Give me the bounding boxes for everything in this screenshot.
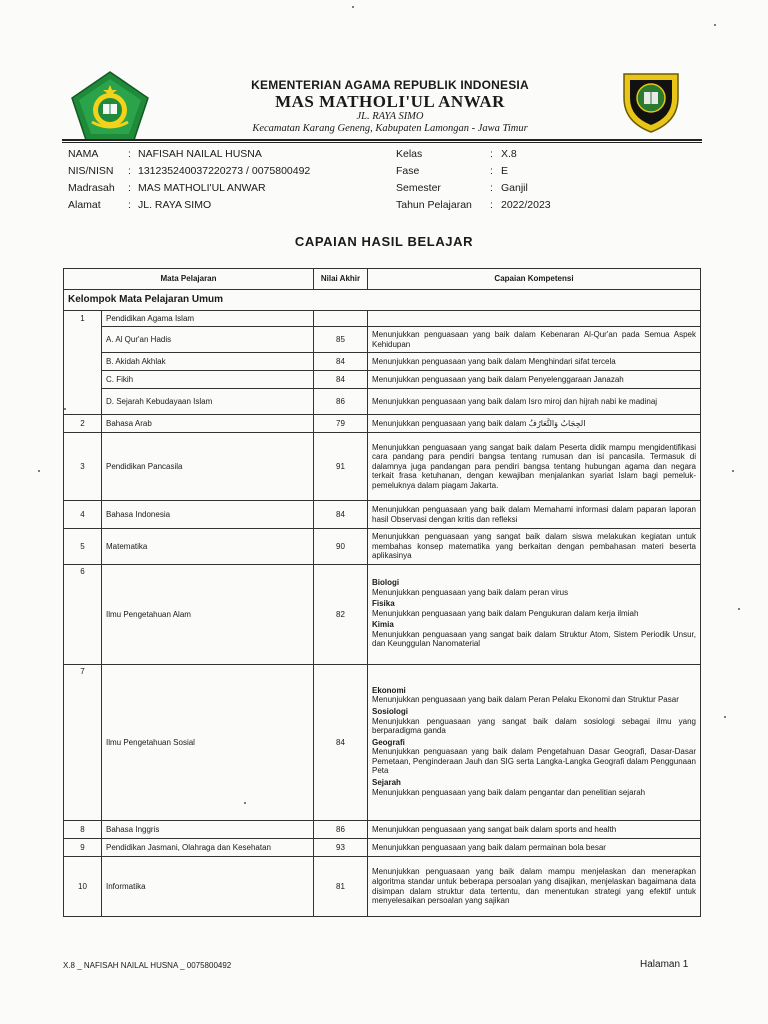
subject-competency: Menunjukkan penguasaan yang baik dalam Penyelenggaraan Janazah: [368, 371, 701, 389]
madrasah-name: MAS MATHOLI'UL ANWAR: [138, 182, 266, 194]
subject-competency: Menunjukkan penguasaan yang baik dalam permainan bola besar: [368, 839, 701, 857]
header-competency: Capaian Kompetensi: [368, 269, 701, 290]
table-row: 1 Pendidikan Agama Islam: [64, 311, 701, 327]
phase-value: E: [501, 165, 509, 177]
header-divider: [62, 139, 702, 141]
table-row: [64, 371, 701, 389]
group-label: Kelompok Mata Pelajaran Umum: [64, 290, 701, 311]
table-row: 10 Informatika 81 Menunjukkan penguasaan yang baik dalam mampu menjelaskan dan menerapkan algoritma standar untuk beberapa persoalan yang disajikan, menjelaskan bagaimana data disimpan dalam struktur data tertentu, dan menentukan strategi yang efektif untuk menyelesaikan persoalan yang sajikan: [64, 857, 701, 917]
kemenag-emblem-icon: [70, 70, 150, 142]
subject-score: 84: [314, 665, 368, 821]
subject-score: 84: [314, 501, 368, 529]
competency-heading: Ekonomi: [372, 685, 406, 695]
subject-score: 86: [314, 821, 368, 839]
table-row: [64, 327, 701, 353]
school-shield-icon: [620, 68, 682, 134]
grades-table: [63, 268, 701, 917]
student-nisn: 131235240037220273 / 0075800492: [138, 165, 311, 177]
subject-competency: Menunjukkan penguasaan yang baik dalam Memahami informasi dalam paparan laporan hasil Observasi dengan kritis dan refleksi: [368, 501, 701, 529]
subject-competency: Menunjukkan penguasaan yang sangat baik dalam siswa melakukan kegiatan untuk membahas konsep matematika yang berkaitan dengan pembahasan materi beserta aplikasinya: [368, 529, 701, 565]
school-address: Kecamatan Karang Geneng, Kabupaten Lamongan - Jawa Timur: [252, 123, 528, 134]
subject-score: 93: [314, 839, 368, 857]
subject-name: Ilmu Pengetahuan Sosial: [102, 665, 314, 821]
ministry-name: KEMENTERIAN AGAMA REPUBLIK INDONESIA: [251, 78, 529, 92]
semester-value: Ganjil: [501, 182, 528, 194]
school-name: MAS MATHOLI'UL ANWAR: [275, 92, 505, 111]
subject-name: Bahasa Arab: [102, 415, 314, 433]
scan-speck: [38, 470, 40, 472]
header-score: Nilai Akhir: [314, 269, 368, 290]
subject-name: D. Sejarah Kebudayaan Islam: [102, 389, 314, 415]
subject-score: 84: [314, 371, 368, 389]
subject-competency: Menunjukkan penguasaan yang baik dalam Menghindari sifat tercela: [368, 353, 701, 371]
scan-speck: [724, 716, 726, 718]
scan-speck: [732, 470, 734, 472]
competency-heading: Biologi: [372, 577, 400, 587]
header-divider-thin: [62, 142, 702, 143]
table-row: [64, 353, 701, 371]
table-row: 2 Bahasa Arab 79 Menunjukkan penguasaan yang baik dalam الحِجَابُ وَالتَّعَارُفُ: [64, 415, 701, 433]
table-header-row: [64, 269, 701, 290]
table-row: 9 Pendidikan Jasmani, Olahraga dan Kesehatan 93 Menunjukkan penguasaan yang baik dalam permainan bola besar: [64, 839, 701, 857]
subject-competency: Menunjukkan penguasaan yang sangat baik dalam Peserta didik mampu mengidentifikasi cara pandang para pendiri bangsa tentang rumusan dan isi pancasila. Termasuk di dalamnya juga pandangan para pendiri bangsa tentang hubungan agama dan negara terkait frasa ketuhanan, dengan kewajiban menjalankan syariat Islam bagi pemeluk-pemeluknya dalam piagam Jakarta.: [368, 433, 701, 501]
subject-competency: Menunjukkan penguasaan yang baik dalam Isro miroj dan hijrah nabi ke madinaj: [368, 389, 701, 415]
competency-heading: Kimia: [372, 620, 394, 630]
table-row: 4 Bahasa Indonesia 84 Menunjukkan penguasaan yang baik dalam Memahami informasi dalam paparan laporan hasil Observasi dengan kritis dan refleksi: [64, 501, 701, 529]
header-subject: Mata Pelajaran: [64, 269, 314, 290]
subject-name: Bahasa Indonesia: [102, 501, 314, 529]
competency-heading: Sejarah: [372, 778, 401, 788]
subject-score: 82: [314, 565, 368, 665]
student-address: JL. RAYA SIMO: [138, 199, 212, 211]
scan-speck: [352, 6, 354, 8]
table-row: 8 Bahasa Inggris 86 Menunjukkan penguasaan yang sangat baik dalam sports and health: [64, 821, 701, 839]
competency-heading: Fisika: [372, 599, 395, 609]
subject-score: 91: [314, 433, 368, 501]
table-row: 7 Ilmu Pengetahuan Sosial 84 Ekonomi Menunjukkan penguasaan yang baik dalam Peran Pelaku Ekonomi dan Struktur Pasar Sosiologi Menunjukkan penguasaan yang sangat baik dalam sosiologi sebagai ilmu yang berparadigma ganda Geografi Menunjukkan penguasaan yang baik dalam Pengetahuan Dasar Geografi, Dasar-Dasar Pemetaan, Penginderaan Jauh dan SIG serta Langka-Langka Geografi dalam Penggunaan Peta Sejarah Menunjukkan penguasaan yang baik dalam pengantar dan penelitian sejarah: [64, 665, 701, 821]
arabic-topic: الحِجَابُ وَالتَّعَارُفُ: [528, 418, 586, 428]
subject-name: Pendidikan Agama Islam: [102, 311, 314, 327]
scan-speck: [738, 608, 740, 610]
subject-competency: Menunjukkan penguasaan yang baik dalam Kebenaran Al-Qur'an pada Semua Aspek Kehidupan: [368, 327, 701, 353]
subject-name: B. Akidah Akhlak: [102, 353, 314, 371]
subject-competency: Menunjukkan penguasaan yang baik dalam الحِجَابُ وَالتَّعَارُفُ: [368, 415, 701, 433]
scan-speck: [244, 802, 246, 804]
subject-name: Matematika: [102, 529, 314, 565]
competency-heading: Geografi: [372, 737, 405, 747]
student-name: NAFISAH NAILAL HUSNA: [138, 148, 262, 160]
subject-score: 86: [314, 389, 368, 415]
subject-name: C. Fikih: [102, 371, 314, 389]
subject-name: Informatika: [102, 857, 314, 917]
subject-score: 79: [314, 415, 368, 433]
subject-competency: Menunjukkan penguasaan yang sangat baik dalam sports and health: [368, 821, 701, 839]
subject-competency: Ekonomi Menunjukkan penguasaan yang baik dalam Peran Pelaku Ekonomi dan Struktur Pasar Sosiologi Menunjukkan penguasaan yang sangat baik dalam sosiologi sebagai ilmu yang berparadigma ganda Geografi Menunjukkan penguasaan yang baik dalam Pengetahuan Dasar Geografi, Dasar-Dasar Pemetaan, Penginderaan Jauh dan SIG serta Langka-Langka Geografi dalam Penggunaan Peta Sejarah Menunjukkan penguasaan yang baik dalam pengantar dan penelitian sejarah: [368, 665, 701, 821]
academic-year-value: 2022/2023: [501, 199, 551, 211]
subject-name: A. Al Qur'an Hadis: [102, 327, 314, 353]
table-row: 6 Ilmu Pengetahuan Alam 82 Biologi Menunjukkan penguasaan yang baik dalam peran virus Fisika Menunjukkan penguasaan yang baik dalam Pengukuran dalam kerja ilmiah Kimia Menunjukkan penguasaan yang sangat baik dalam Struktur Atom, Sistem Periodik Unsur, dan Keunggulan Nanomaterial: [64, 565, 701, 665]
report-page: KEMENTERIAN AGAMA REPUBLIK INDONESIA MAS MATHOLI'UL ANWAR JL. RAYA SIMO Kecamatan Karang Geneng, Kabupaten Lamongan - Jawa Timur NAMA : NAFISAH NAILAL HUSNA NIS/NISN : 131235240037220273 / 0075800492 Madrasah : MAS MATHOLI'UL ANWAR Alamat : JL. RAYA SIMO Kelas : X.8 Fase : E Semester : Ganjil Tahun Pelajaran : 2022/2023 CAPAIAN HASIL BELAJAR Mata Pelajaran Nilai Akhir Capaian Kompetensi Kelompok Mata Pelajaran Umum 1 Pendidikan Agama Islam A. Al Qur'an Hadis 85 Menunjukkan penguasaan yang baik dalam Kebenaran Al-Qur'an pada Semua Aspek Kehidupan B. Akidah Akhlak 84 Menunjukkan penguasaan yang baik dalam Menghindari sifat tercela C. Fikih 84 Menunjukkan penguasaan yang baik dalam Penyelenggaraan Janazah D. Sejarah Kebudayaan Islam 86 Menunjukkan penguasaan yang baik dalam Isro miroj dan hijrah nabi ke madinaj 2 Bahasa Arab 79 Menunjukkan penguasaan yang baik dalam الحِجَابُ وَالتَّعَارُفُ 3 Pendidikan Pancasila 91 Menunjukkan penguasaan yang sangat baik dalam Peserta didik mampu mengidentifikasi cara pandang para pendiri bangsa tentang rumusan dan isi pancasila. Termasuk di dalamnya juga pandangan para pendiri bangsa tentang hubungan agama dan negara terkait frasa ketuhanan, dengan kewajiban menjalankan syariat Islam bagi pemeluk-pemeluknya dalam piagam Jakarta. 4 Bahasa Indonesia 84 Menunjukkan penguasaan yang baik dalam Memahami informasi dalam paparan laporan hasil Observasi dengan kritis dan refleksi 5 Matematika 90 Menunjukkan penguasaan yang sangat baik dalam siswa melakukan kegiatan untuk membahas konsep matematika yang berkaitan dengan pembahasan materi beserta aplikasinya 6 Ilmu Pengetahuan Alam 82 Biologi Menunjukkan penguasaan yang baik dalam peran virus Fisika Menunjukkan penguasaan yang baik dalam Pengukuran dalam kerja ilmiah Kimia Menunjukkan penguasaan yang sangat baik dalam Struktur Atom, Sistem Periodik Unsur, dan Keunggulan Nanomaterial 7 Ilmu Pengetahuan Sosial 84 Ekonomi Menunjukkan penguasaan yang baik dalam Peran Pelaku Ekonomi dan Struktur Pasar Sosiologi Menunjukkan penguasaan yang sangat baik dalam sosiologi sebagai ilmu yang berparadigma ganda Geografi Menunjukkan penguasaan yang baik dalam Pengetahuan Dasar Geografi, Dasar-Dasar Pemetaan, Penginderaan Jauh dan SIG serta Langka-Langka Geografi dalam Penggunaan Peta Sejarah Menunjukkan penguasaan yang baik dalam pengantar dan penelitian sejarah 8 Bahasa Inggris 86 Menunjukkan penguasaan yang sangat baik dalam sports and health 9 Pendidikan Jasmani, Olahraga dan Kesehatan 93 Menunjukkan penguasaan yang baik dalam permainan bola besar 10 Informatika 81 Menunjukkan penguasaan yang baik dalam mampu menjelaskan dan menerapkan algoritma standar untuk beberapa persoalan yang disajikan, menjelaskan bagaimana data disimpan dalam struktur data tertentu, dan menentukan strategi yang efektif untuk menyelesaikan persoalan yang sajikan X.8 _ NAFISAH NAILAL HUSNA _ 0075800492 Halaman 1: [0, 0, 768, 1024]
subject-score: 81: [314, 857, 368, 917]
subject-name: Bahasa Inggris: [102, 821, 314, 839]
subject-name: Pendidikan Pancasila: [102, 433, 314, 501]
class-value: X.8: [501, 148, 517, 160]
subject-competency: Biologi Menunjukkan penguasaan yang baik dalam peran virus Fisika Menunjukkan penguasaan yang baik dalam Pengukuran dalam kerja ilmiah Kimia Menunjukkan penguasaan yang sangat baik dalam Struktur Atom, Sistem Periodik Unsur, dan Keunggulan Nanomaterial: [368, 565, 701, 665]
subject-competency: Menunjukkan penguasaan yang baik dalam mampu menjelaskan dan menerapkan algoritma standar untuk beberapa persoalan yang disajikan, menjelaskan bagaimana data disimpan dalam struktur data tertentu, dan menentukan strategi yang efektif untuk menyelesaikan persoalan yang sajikan: [368, 857, 701, 917]
subject-score: 85: [314, 327, 368, 353]
subject-score: 90: [314, 529, 368, 565]
table-row: [64, 389, 701, 415]
scan-speck: [64, 408, 66, 410]
table-row: 3 Pendidikan Pancasila 91 Menunjukkan penguasaan yang sangat baik dalam Peserta didik mampu mengidentifikasi cara pandang para pendiri bangsa tentang rumusan dan isi pancasila. Termasuk di dalamnya juga pandangan para pendiri bangsa tentang hubungan agama dan negara terkait frasa ketuhanan, dengan kewajiban menjalankan syariat Islam bagi pemeluk-pemeluknya dalam piagam Jakarta.: [64, 433, 701, 501]
scan-speck: [714, 24, 716, 26]
group-row: [64, 290, 701, 311]
document-title: CAPAIAN HASIL BELAJAR: [294, 234, 474, 249]
subject-score: 84: [314, 353, 368, 371]
table-row: 5 Matematika 90 Menunjukkan penguasaan yang sangat baik dalam siswa melakukan kegiatan untuk membahas konsep matematika yang berkaitan dengan pembahasan materi beserta aplikasinya: [64, 529, 701, 565]
subject-name: Ilmu Pengetahuan Alam: [102, 565, 314, 665]
competency-heading: Sosiologi: [372, 706, 408, 716]
subject-name: Pendidikan Jasmani, Olahraga dan Kesehatan: [102, 839, 314, 857]
school-street: JL. RAYA SIMO: [356, 111, 424, 122]
footer-student-info: X.8 _ NAFISAH NAILAL HUSNA _ 0075800492: [63, 961, 232, 970]
page-number: Halaman 1: [640, 959, 689, 970]
